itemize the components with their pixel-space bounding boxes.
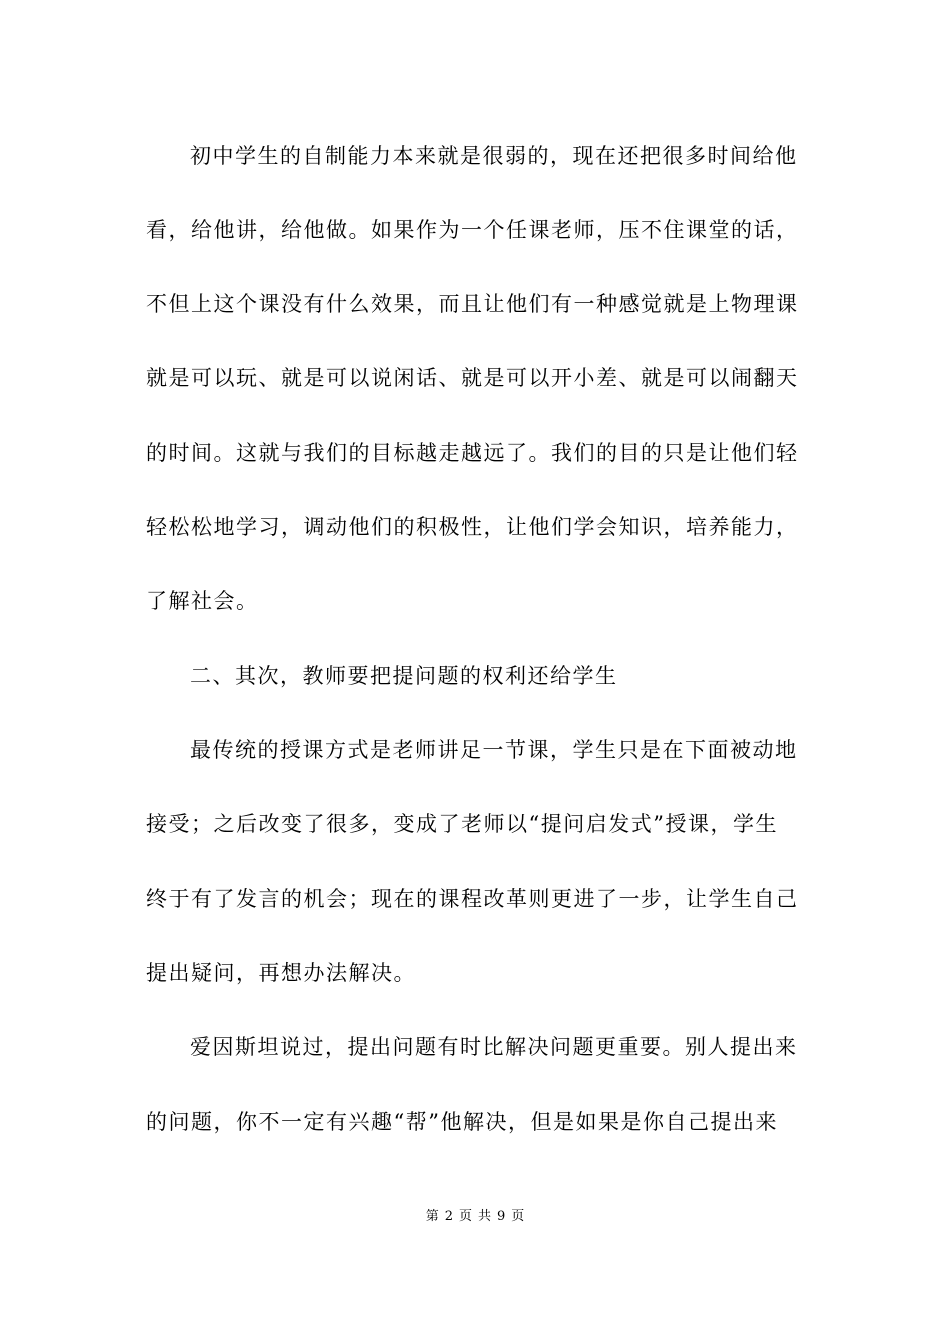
text-line: 看，给他讲，给他做。如果作为一个任课老师，压不住课堂的话，: [146, 218, 799, 242]
footer-total-word: 共: [478, 1209, 492, 1224]
text-line: 提出疑问，再想办法解决。: [146, 961, 416, 985]
text-line: 最传统的授课方式是老师讲足一节课，学生只是在下面被动地: [190, 738, 798, 762]
text-line: 不但上这个课没有什么效果，而且让他们有一种感觉就是上物理课: [146, 292, 799, 316]
page-number-footer: [0, 1208, 950, 1226]
text-line: 爱因斯坦说过，提出问题有时比解决问题更重要。别人提出来: [190, 1035, 798, 1059]
footer-prefix: 第: [425, 1209, 439, 1224]
text-line: 就是可以玩、就是可以说闲话、就是可以开小差、就是可以闹翻天: [146, 366, 799, 390]
text-line: 接受；之后改变了很多，变成了老师以“提问启发式”授课，学生: [146, 812, 778, 836]
section-heading: 二、其次，教师要把提问题的权利还给学生: [190, 664, 618, 688]
footer-current-page: 2: [444, 1209, 453, 1224]
text-line: 终于有了发言的机会；现在的课程改革则更进了一步，让学生自己: [146, 887, 799, 911]
text-line: 轻松松地学习，调动他们的积极性，让他们学会知识，培养能力，: [146, 515, 799, 539]
text-line: 初中学生的自制能力本来就是很弱的，现在还把很多时间给他: [190, 144, 798, 168]
text-line: 的时间。这就与我们的目标越走越远了。我们的目的只是让他们轻: [146, 441, 799, 465]
footer-total-pages: 9: [497, 1209, 506, 1224]
text-line: 的问题，你不一定有兴趣“帮”他解决，但是如果是你自己提出来: [146, 1110, 778, 1134]
footer-suffix: 页: [511, 1209, 525, 1224]
footer-page-word: 页: [458, 1209, 472, 1224]
text-line: 了解社会。: [146, 589, 259, 613]
